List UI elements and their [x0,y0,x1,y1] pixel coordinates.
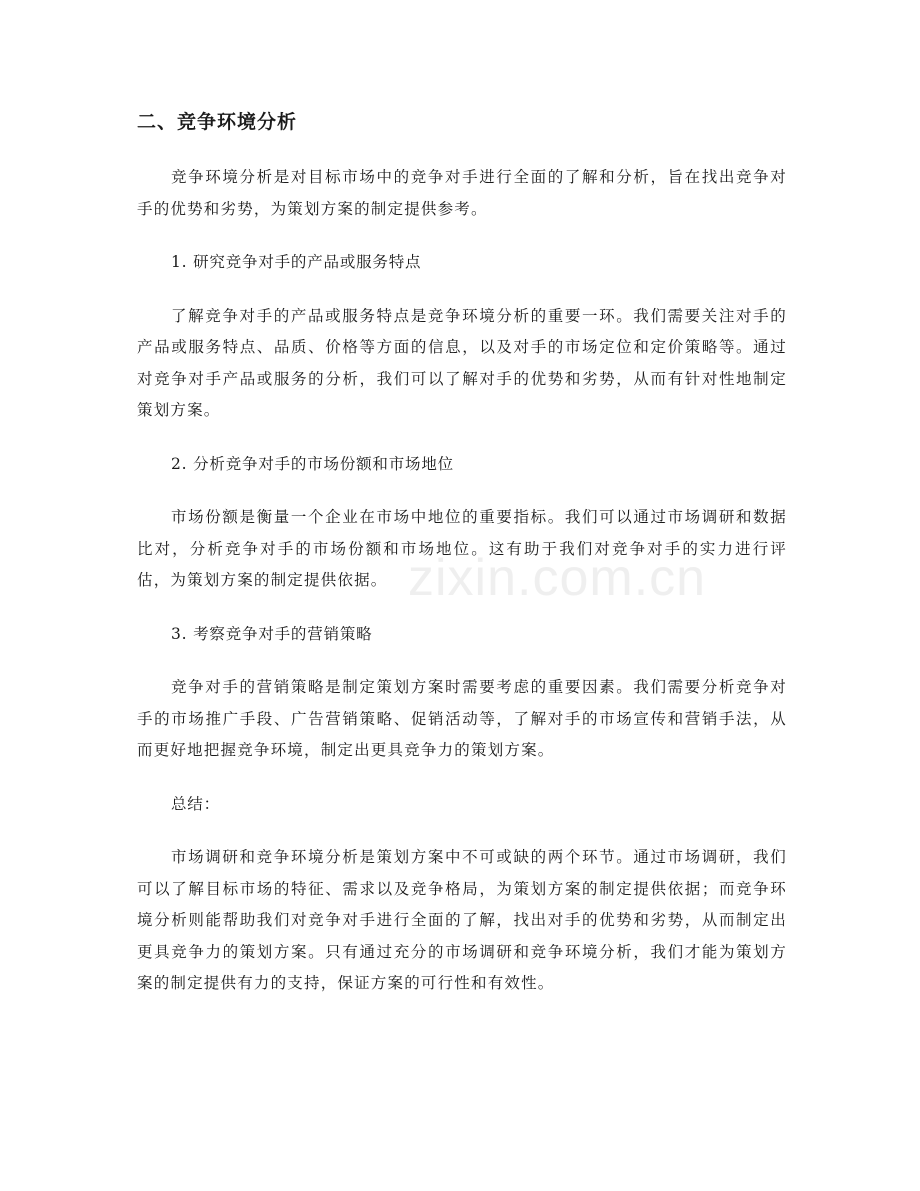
summary-label: 总结： [171,794,220,813]
watermark: zixin.com.cn [408,549,707,607]
item-1-body: 了解竞争对手的产品或服务特点是竞争环境分析的重要一环。我们需要关注对手的产品或服务特点、品质、价格等方面的信息，以及对手的市场定位和定价策略等。通过对竞争对手产品或服务的分析，我们可以了解对手的优势和劣势，从而有针对性地制定策划方案。 [137,306,787,419]
item-3-title: 3. 考察竞争对手的营销策略 [171,624,373,643]
document-content [137,108,787,1022]
summary-body: 市场调研和竞争环境分析是策划方案中不可或缺的两个环节。通过市场调研，我们可以了解目标市场的特征、需求以及竞争格局，为策划方案的制定提供依据；而竞争环境分析则能帮助我们对竞争对手进行全面的了解，找出对手的优势和劣势，从而制定出更具竞争力的策划方案。只有通过充分的市场调研和竞争环境分析，我们才能为策划方案的制定提供有力的支持，保证方案的可行性和有效性。 [137,848,787,992]
section-heading: 二、竞争环境分析 [137,111,298,133]
item-2-title: 2. 分析竞争对手的市场份额和市场地位 [171,454,454,473]
item-1-title: 1. 研究竞争对手的产品或服务特点 [171,253,422,271]
section-intro: 竞争环境分析是对目标市场中的竞争对手进行全面的了解和分析，旨在找出竞争对手的优势和劣势，为策划方案的制定提供参考。 [137,168,787,218]
item-2-body: 市场份额是衡量一个企业在市场中地位的重要指标。我们可以通过市场调研和数据比对，分析竞争对手的市场份额和市场地位。这有助于我们对竞争对手的实力进行评估，为策划方案的制定提供依据。 [137,508,787,589]
item-3-body: 竞争对手的营销策略是制定策划方案时需要考虑的重要因素。我们需要分析竞争对手的市场推广手段、广告营销策略、促销活动等，了解对手的市场宣传和营销手法，从而更好地把握竞争环境，制定出更具竞争力的策划方案。 [137,678,787,759]
